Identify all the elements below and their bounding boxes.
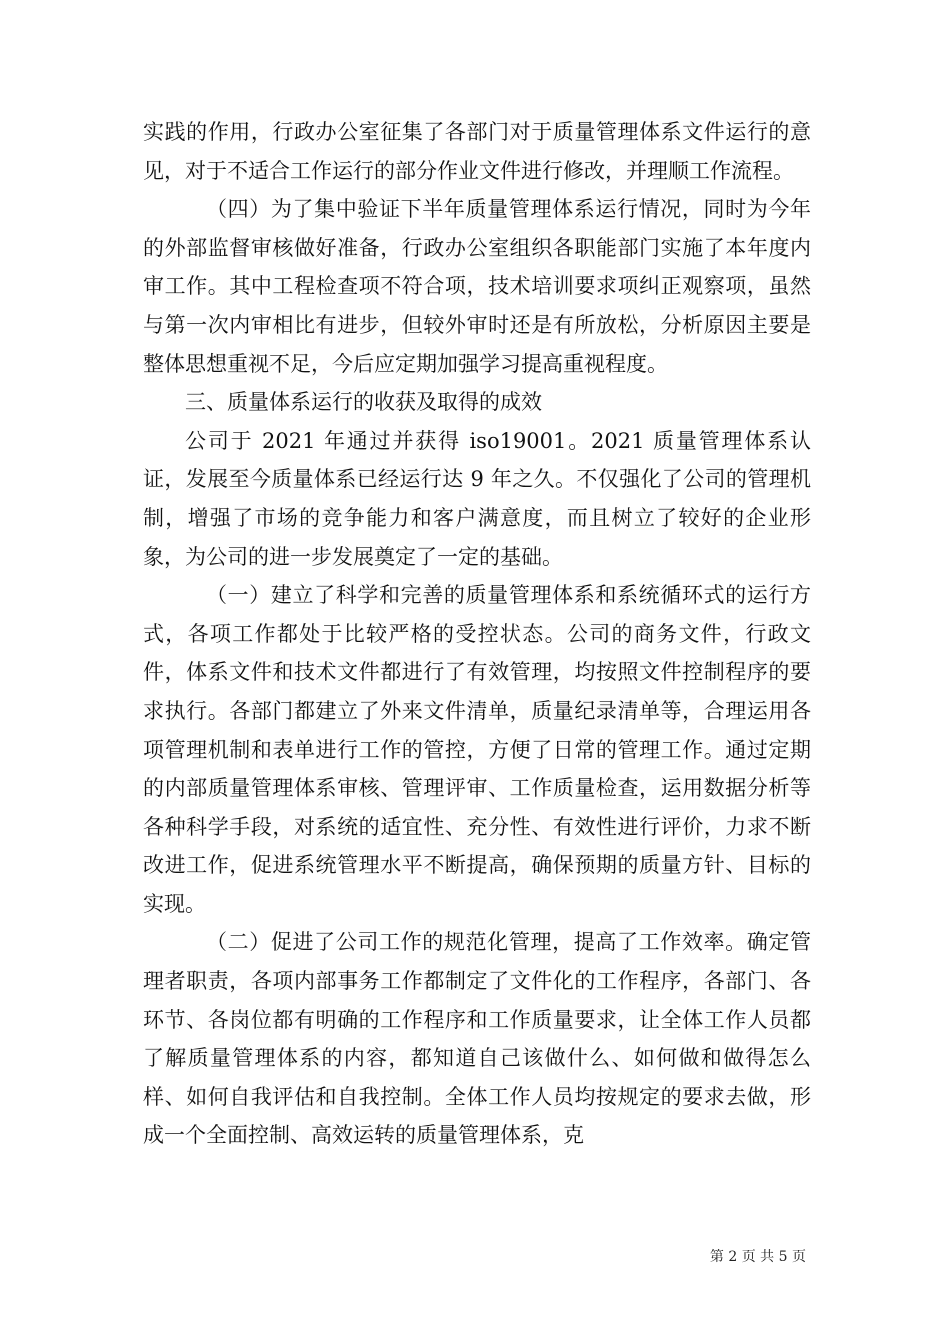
page-number-label: 第 2 页 共 5 页 (709, 1249, 806, 1265)
document-body (143, 113, 811, 1155)
paragraph-continuation: 实践的作用，行政办公室征集了各部门对于质量管理体系文件运行的意见，对于不适合工作运行的部分作业文件进行修改，并理顺工作流程。 (143, 120, 811, 183)
page-footer (710, 1246, 806, 1266)
paragraph-item-4: （四）为了集中验证下半年质量管理体系运行情况，同时为今年的外部监督审核做好准备，行政办公室组织各职能部门实施了本年度内审工作。其中工程检查项不符合项，技术培训要求项纠正观察项，虽然与第一次内审相比有进步，但较外审时还是有所放松，分析原因主要是整体思想重视不足，今后应定期加强学习提高重视程度。 (143, 197, 811, 376)
paragraph-item-2: （二）促进了公司工作的规范化管理，提高了工作效率。确定管理者职责，各项内部事务工作都制定了文件化的工作程序，各部门、各环节、各岗位都有明确的工作程序和工作质量要求，让全体工作人员都了解质量管理体系的内容，都知道自己该做什么、如何做和做得怎么样、如何自我评估和自我控制。全体工作人员均按规定的要求去做，形成一个全面控制、高效运转的质量管理体系，克 (143, 930, 811, 1148)
paragraph-section-intro: 公司于 2021 年通过并获得 iso19001。2021 质量管理体系认证，发展至今质量体系已经运行达 9 年之久。不仅强化了公司的管理机制，增强了市场的竞争能力和客户满意度，而且树立了较好的企业形象，为公司的进一步发展奠定了一定的基础。 (143, 428, 811, 569)
section-heading: 三、质量体系运行的收获及取得的成效 (185, 390, 542, 415)
paragraph-item-1: （一）建立了科学和完善的质量管理体系和系统循环式的运行方式，各项工作都处于比较严格的受控状态。公司的商务文件，行政文件，体系文件和技术文件都进行了有效管理，均按照文件控制程序的要求执行。各部门都建立了外来文件清单，质量纪录清单等，合理运用各项管理机制和表单进行工作的管控，方便了日常的管理工作。通过定期的内部质量管理体系审核、管理评审、工作质量检查，运用数据分析等各种科学手段，对系统的适宜性、充分性、有效性进行评价，力求不断改进工作，促进系统管理水平不断提高，确保预期的质量方针、目标的实现。 (143, 583, 811, 916)
